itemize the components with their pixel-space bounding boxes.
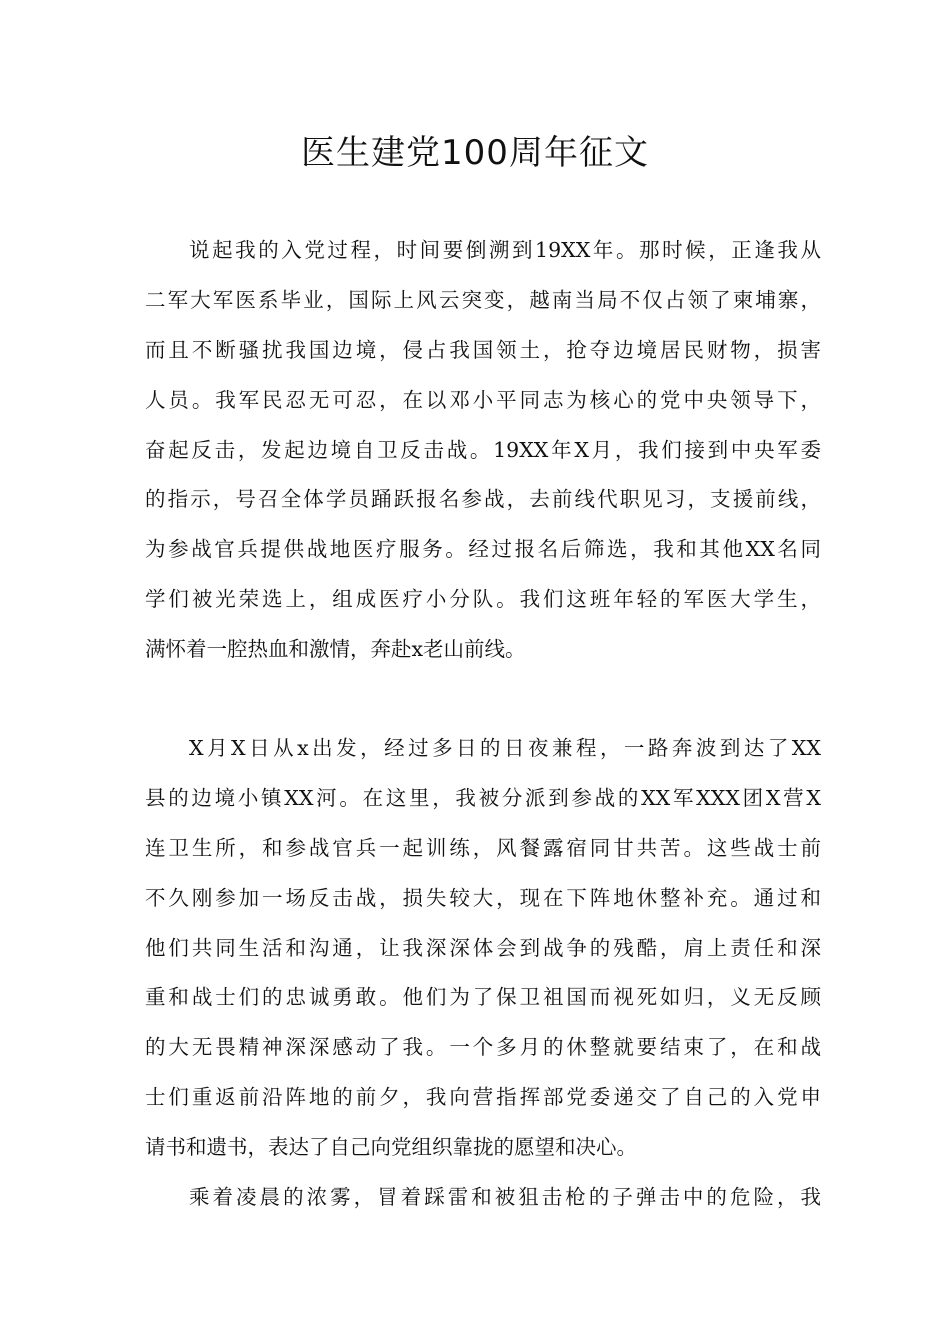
paragraph-line: 乘着凌晨的浓雾，冒着踩雷和被狙击枪的子弹击中的危险，我 bbox=[189, 1185, 821, 1209]
paragraph-line: 满怀着一腔热血和激情，奔赴x老山前线。 bbox=[145, 637, 526, 662]
paragraph-line: 重和战士们的忠诚勇敢。他们为了保卫祖国而视死如归，义无反顾 bbox=[145, 985, 821, 1010]
paragraph-3 bbox=[145, 1173, 821, 1223]
paragraph-line: 士们重返前沿阵地的前夕，我向营指挥部党委递交了自己的入党申 bbox=[145, 1085, 821, 1110]
document-title: 医生建党100周年征文 bbox=[301, 133, 649, 173]
paragraph-line: 学们被光荣选上，组成医疗小分队。我们这班年轻的军医大学生， bbox=[145, 587, 821, 612]
paragraph-line: 人员。我军民忍无可忍，在以邓小平同志为核心的党中央领导下， bbox=[145, 387, 821, 412]
paragraph-2 bbox=[145, 724, 821, 1173]
paragraph-line: 县的边境小镇XX河。在这里，我被分派到参战的XX军XXX团X营X bbox=[145, 785, 821, 810]
paragraph-line: 的指示，号召全体学员踊跃报名参战，去前线代职见习，支援前线， bbox=[145, 487, 821, 512]
paragraph-line: X月X日从x出发，经过多日的日夜兼程，一路奔波到达了XX bbox=[189, 736, 821, 760]
paragraph-line: 请书和遗书，表达了自己向党组织靠拢的愿望和决心。 bbox=[145, 1135, 637, 1160]
paragraph-line: 连卫生所，和参战官兵一起训练，风餐露宿同甘共苦。这些战士前 bbox=[145, 835, 821, 860]
paragraph-line: 不久刚参加一场反击战，损失较大，现在下阵地休整补充。通过和 bbox=[145, 885, 821, 910]
paragraph-line: 奋起反击，发起边境自卫反击战。19XX年X月，我们接到中央军委 bbox=[145, 437, 821, 462]
paragraph-1 bbox=[145, 226, 821, 675]
paragraph-line: 为参战官兵提供战地医疗服务。经过报名后筛选，我和其他XX名同 bbox=[145, 537, 821, 562]
paragraph-line: 的大无畏精神深深感动了我。一个多月的休整就要结束了，在和战 bbox=[145, 1035, 821, 1060]
paragraph-line: 他们共同生活和沟通，让我深深体会到战争的残酷，肩上责任和深 bbox=[145, 935, 821, 960]
paragraph-line: 说起我的入党过程，时间要倒溯到19XX年。那时候，正逢我从 bbox=[189, 238, 821, 262]
paragraph-line: 二军大军医系毕业，国际上风云突变，越南当局不仅占领了柬埔寨， bbox=[145, 287, 821, 312]
paragraph-line: 而且不断骚扰我国边境，侵占我国领土，抢夺边境居民财物，损害 bbox=[145, 337, 821, 362]
